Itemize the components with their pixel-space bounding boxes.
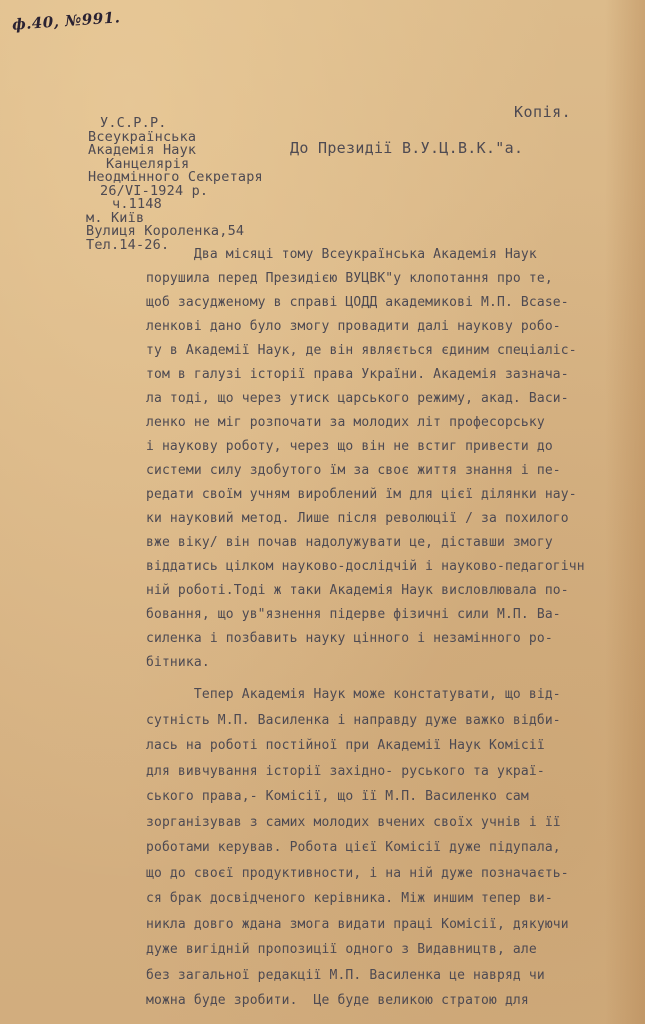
text-line: сутність М.П. Василенка і направду дуже важко відби- — [146, 712, 561, 728]
text-line: для вивчування історії західно- руського та украї- — [146, 763, 545, 779]
text-line: ся брак досвідченого керівника. Між иншим тепер ви- — [146, 891, 553, 906]
letterhead-line: У.С.Р.Р. — [100, 115, 167, 131]
archive-handwritten-mark: ф.40, №991. — [11, 8, 121, 34]
text-line: Тепер Академія Наук може констатувати, що від- — [146, 687, 561, 702]
text-line: щоб засудженому в справі ЦОДД академикові М.П. Вcase- — [146, 295, 569, 310]
text-line: ла тоді, що через утиск царського режиму, акад. Васи- — [146, 391, 569, 406]
text-line: бовання, що ув"язнення підерве фізичні сили М.П. Ва- — [146, 607, 561, 622]
text-line: ки науковий метод. Лише після революції / за похилого — [146, 511, 569, 526]
text-line: зорганізував з самих молодих вчених своїх учнів і її — [146, 814, 561, 830]
text-line: Два місяці тому Всеукраїнська Академія Наук — [146, 247, 537, 262]
text-line: ній роботі.Тоді ж таки Академія Наук висловлювала по- — [146, 583, 569, 598]
letterhead-block — [80, 117, 263, 252]
copy-label: Копія. — [514, 103, 572, 121]
addressee-line: До Президії В.У.Ц.В.К."а. — [290, 139, 524, 157]
letterhead-line: Академія Наук — [88, 142, 197, 158]
text-line: ського права,- Комісії, що її М.П. Василенко сам — [146, 789, 529, 804]
letterhead-line: Неодмінного Секретаря — [88, 169, 263, 185]
letterhead-number: ч.1148 — [112, 196, 162, 212]
text-line: віддатись цілком науково-дослідчій і науково-педагогічн — [146, 559, 585, 574]
letterhead-line: Канцелярія — [106, 155, 190, 172]
text-line: можна буде зробити. Це буде великою стратою для — [146, 993, 529, 1008]
text-line: без загальної редакції М.П. Василенка це навряд чи — [146, 967, 545, 983]
letterhead-line: Всеукраїнська — [88, 128, 197, 145]
text-line: дуже вигідній пропозиції одного з Видавництв, але — [146, 942, 537, 957]
text-line: никла довго ждана змога видати праці Комісії, дякуючи — [146, 916, 569, 932]
text-line: лась на роботі постійної при Академії Наук Комісії — [146, 738, 545, 753]
text-line: редати своїм учням вироблений їм для цієї ділянки нау- — [146, 487, 577, 502]
text-line: вже віку/ він почав надолужувати це, діставши змогу — [146, 535, 553, 550]
paragraph-2 — [146, 682, 636, 1014]
text-line: роботами керував. Робота цієї Комісії дуже підупала, — [146, 840, 561, 855]
text-line: і наукову роботу, через що він не встиг привести до — [146, 439, 553, 454]
text-line: том в галузі історії права України. Академія зазнача- — [146, 367, 569, 382]
letterhead-city: м. Київ — [86, 209, 145, 226]
letterhead-phone: Тел.14-26. — [86, 236, 170, 253]
letterhead-street: Вулиця Короленка,54 — [86, 223, 245, 239]
paragraph-1 — [146, 243, 636, 675]
letterhead-date: 26/VI-1924 р. — [100, 182, 209, 199]
text-line: ту в Академії Наук, де він являється єдиним спеціаліс- — [146, 343, 577, 358]
text-line: силенка і позбавить науку цінного і незамінного ро- — [146, 631, 553, 646]
text-line: порушила перед Президією ВУЦВК"у клопотання про те, — [146, 271, 553, 286]
text-line: що до своєї продуктивности, і на ній дуже позначаєть- — [146, 865, 569, 881]
text-line: ленкові дано було змогу провадити далі науковy робо- — [146, 319, 561, 334]
text-line: бітника. — [146, 655, 210, 670]
text-line: ленко не міг розпочати за молодих літ професорську — [146, 415, 545, 430]
text-line: системи силу здобутого їм за своє життя знання і пе- — [146, 463, 561, 478]
